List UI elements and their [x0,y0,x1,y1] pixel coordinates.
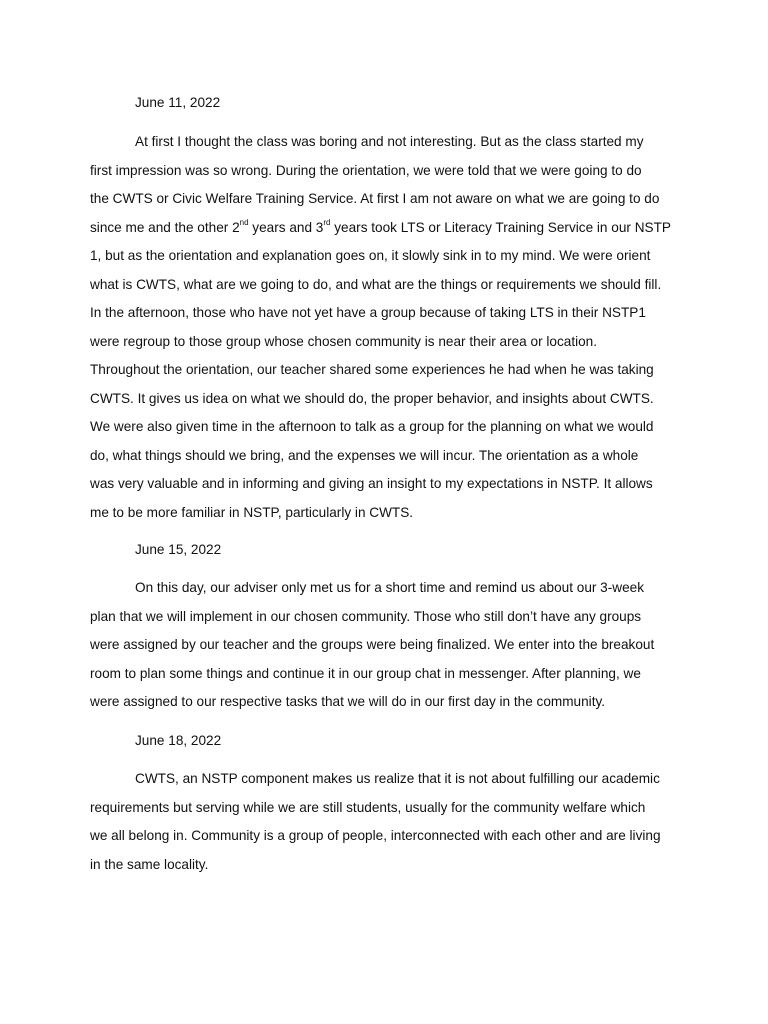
journal-entry-june-11-body [90,128,680,527]
line-text: since me and the other 2 [90,219,240,235]
paragraph-line: requirements but serving while we are still students, usually for the community welfare which [90,799,646,815]
ordinal-suffix: rd [323,217,331,227]
paragraph-line: On this day, our adviser only met us for a short time and remind us about our 3-week [135,580,645,595]
paragraph-line: do, what things should we bring, and the expenses we will incur. The orientation as a whole [90,447,639,463]
paragraph-line: were regroup to those group whose chosen community is near their area or location. [90,333,598,349]
paragraph-line: plan that we will implement in our chosen community. Those who still don’t have any groups [90,608,642,624]
paragraph-line: In the afternoon, those who have not yet have a group because of taking LTS in their NSTP1 [90,305,646,320]
paragraph-line: me to be more familiar in NSTP, particularly in CWTS. [90,504,414,520]
ordinal-suffix: nd [239,217,249,227]
entry-paragraph [90,574,680,717]
paragraph-line: in the same locality. [90,856,209,872]
journal-entry-june-15 [90,540,680,560]
paragraph-line: 1, but as the orientation and explanation goes on, it slowly sink in to my mind. We were orient [90,248,651,263]
line-text: years took LTS or Literacy Training Service in our NSTP [330,219,671,235]
entry-paragraph [90,765,680,879]
paragraph-line-with-superscripts [90,214,680,243]
journal-entry-june-18-body [90,765,680,879]
journal-entry-june-18 [90,731,680,751]
paragraph-line: were assigned by our teacher and the groups were being finalized. We enter into the breakout [90,637,655,652]
line-text: years and 3 [248,219,324,235]
paragraph-line: At first I thought the class was boring and not interesting. But as the class started my [135,134,644,149]
paragraph-line: what is CWTS, what are we going to do, and what are the things or requirements we should fill. [90,276,662,292]
paragraph-line: CWTS. It gives us idea on what we should do, the proper behavior, and insights about CWTS. [90,390,654,406]
entry-date: June 18, 2022 [135,733,222,748]
entry-paragraph [90,128,680,527]
paragraph-line: Throughout the orientation, our teacher shared some experiences he had when he was taking [90,362,654,377]
paragraph-line: were assigned to our respective tasks that we will do in our first day in the community. [90,694,606,709]
paragraph-line: was very valuable and in informing and giving an insight to my expectations in NSTP. It allows [90,476,653,491]
entry-date: June 15, 2022 [135,542,222,557]
journal-entry-june-11 [90,93,680,113]
journal-entry-june-15-body [90,574,680,717]
paragraph-line: We were also given time in the afternoon to talk as a group for the planning on what we would [90,419,654,434]
paragraph-line: we all belong in. Community is a group of people, interconnected with each other and are living [90,828,661,843]
paragraph-line: the CWTS or Civic Welfare Training Service. At first I am not aware on what we are going to do [90,191,660,206]
entry-date: June 11, 2022 [135,95,221,110]
paragraph-line: first impression was so wrong. During the orientation, we were told that we were going to do [90,162,642,178]
paragraph-line: room to plan some things and continue it in our group chat in messenger. After planning, we [90,665,641,681]
paragraph-line: CWTS, an NSTP component makes us realize that it is not about fulfilling our academic [135,771,660,786]
